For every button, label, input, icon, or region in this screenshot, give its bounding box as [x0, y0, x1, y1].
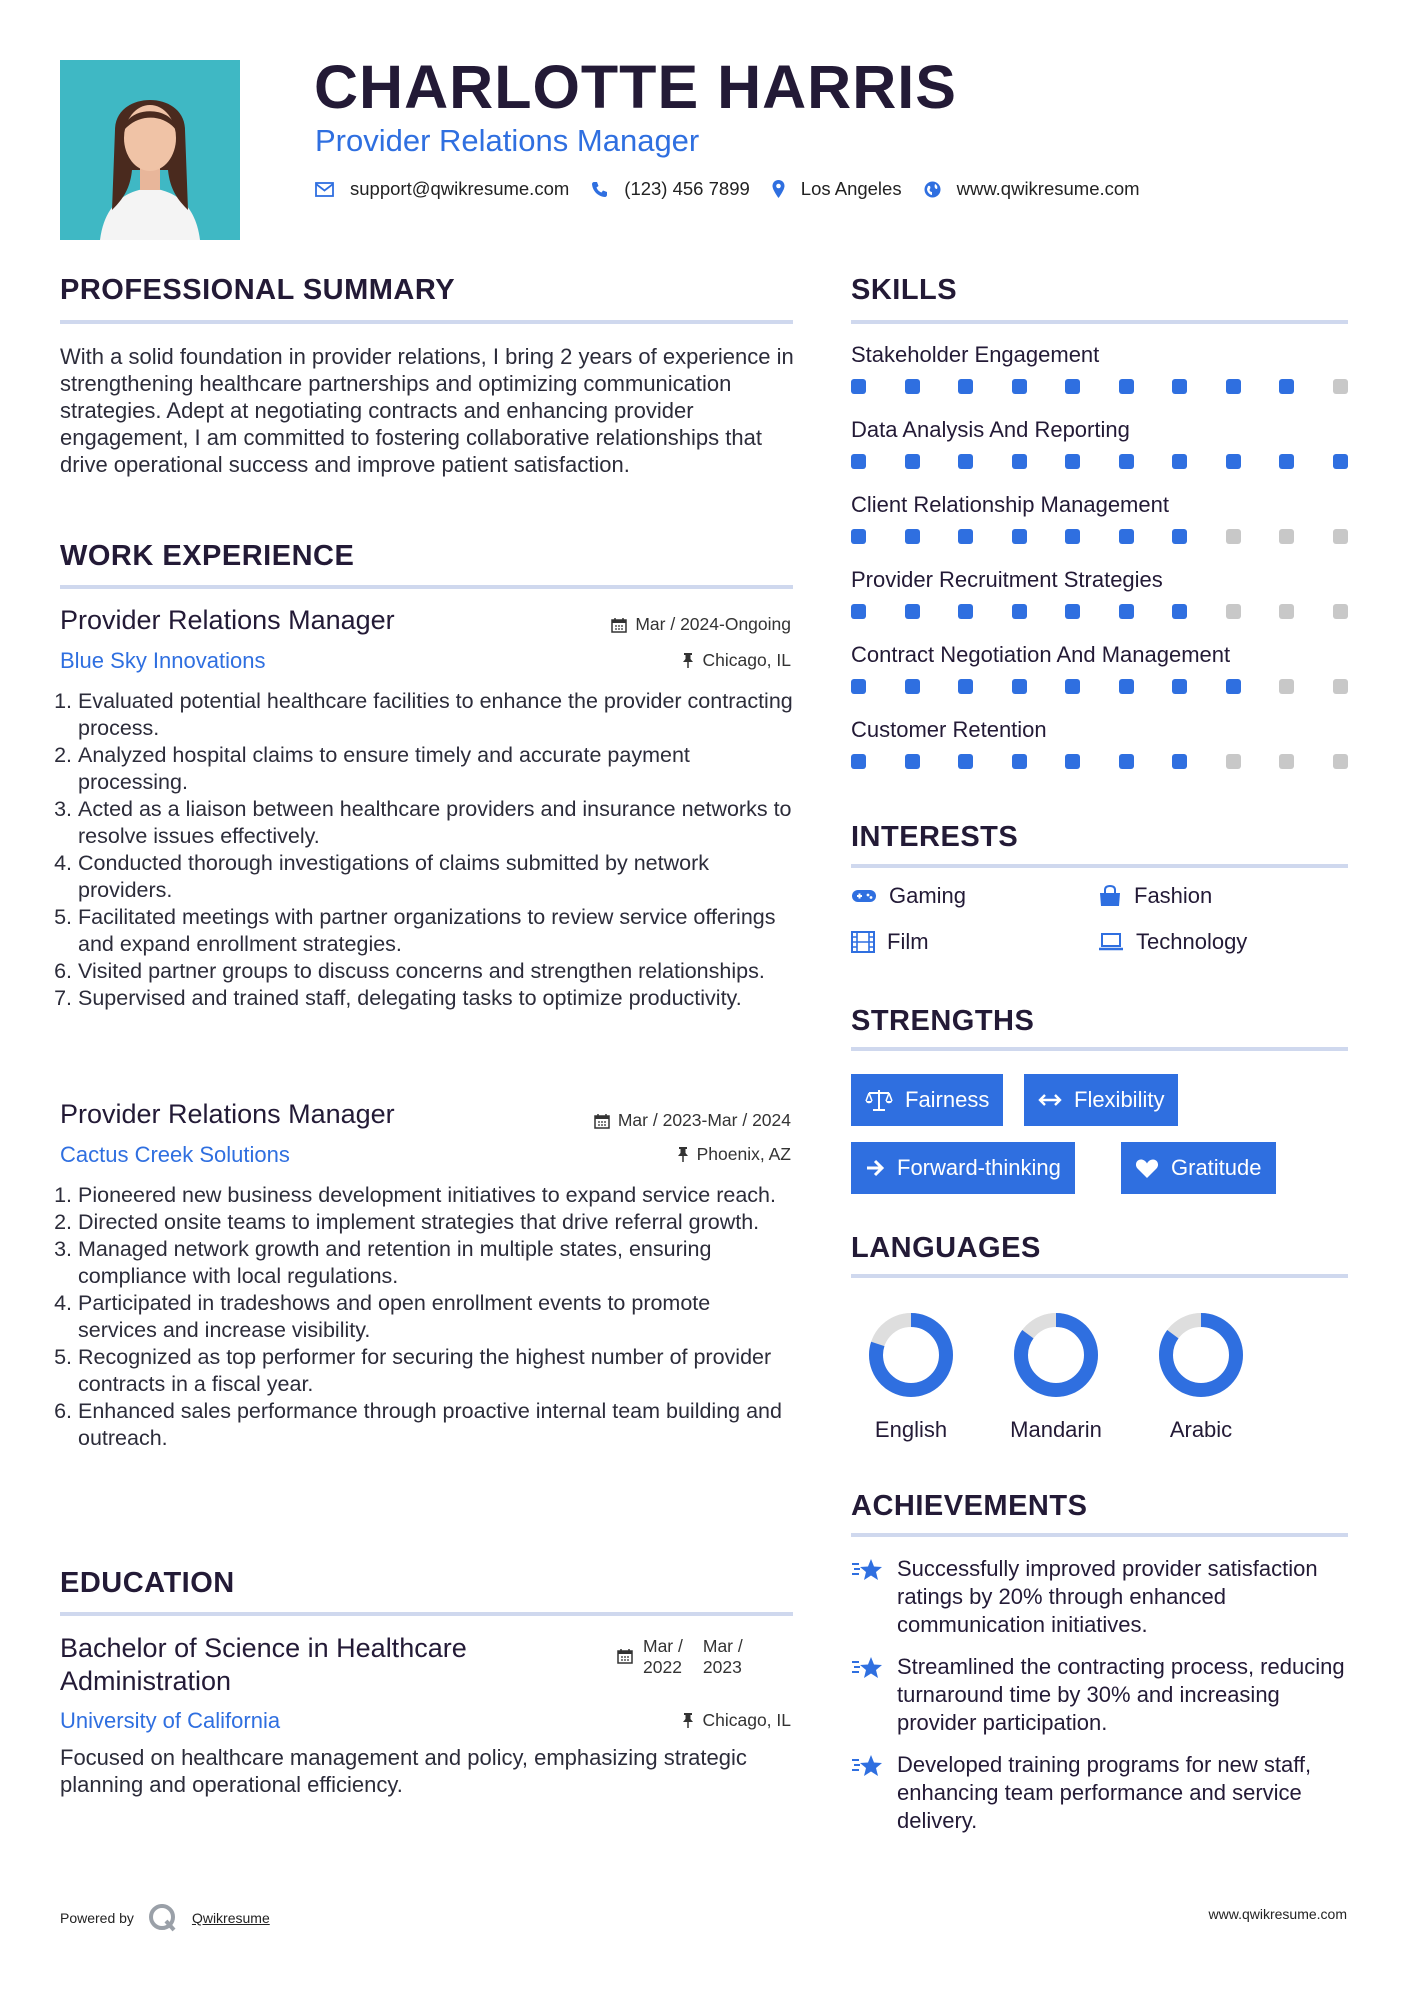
rating-dot-filled [958, 754, 973, 769]
rating-dot-filled [1065, 529, 1080, 544]
duty-item: 1. Evaluated potential healthcare facilities to enhance the provider contracting process. [78, 688, 795, 742]
email-text: support@qwikresume.com [350, 178, 570, 199]
footer-powered [60, 1903, 270, 1933]
achievement-item [851, 1653, 1351, 1737]
calendar-icon [594, 1113, 610, 1129]
skill-name: Provider Recruitment Strategies [851, 567, 1163, 592]
strengths-divider [851, 1047, 1348, 1051]
rating-dot-filled [1119, 529, 1134, 544]
interests-divider [851, 864, 1348, 868]
strength-tag-flexibility [1024, 1074, 1178, 1126]
skill-item [851, 567, 1348, 642]
heart-icon [1135, 1158, 1159, 1179]
rating-dot-filled [851, 679, 866, 694]
rating-dot-filled [1065, 454, 1080, 469]
strength-label: Forward-thinking [897, 1155, 1061, 1180]
rating-dot-filled [1172, 754, 1187, 769]
rating-dot-empty [1279, 679, 1294, 694]
arrow-right-icon [865, 1158, 885, 1178]
rating-dot-filled [905, 754, 920, 769]
skill-rating [851, 529, 1348, 544]
duty-item: 2. Analyzed hospital claims to ensure timely and accurate payment processing. [78, 742, 795, 796]
language-item [1131, 1310, 1271, 1443]
language-item [841, 1310, 981, 1443]
rating-dot-filled [1172, 679, 1187, 694]
candidate-title: Provider Relations Manager [315, 123, 700, 158]
achievements-list [851, 1555, 1348, 1849]
skill-rating [851, 604, 1348, 619]
rating-dot-filled [958, 604, 973, 619]
rating-dot-filled [1172, 529, 1187, 544]
rating-dot-empty [1279, 754, 1294, 769]
arrows-horizontal-icon [1038, 1093, 1062, 1107]
rating-dot-filled [1279, 454, 1294, 469]
skill-rating [851, 679, 1348, 694]
rating-dot-empty [1226, 754, 1241, 769]
rating-dot-filled [958, 529, 973, 544]
achievement-text: Developed training programs for new staff, enhancing team performance and service delivery. [897, 1752, 1312, 1833]
qwikresume-logo-icon [148, 1903, 178, 1933]
summary-heading: PROFESSIONAL SUMMARY [60, 274, 456, 306]
rating-dot-filled [1119, 679, 1134, 694]
job-location [677, 1144, 791, 1165]
rating-dot-filled [851, 454, 866, 469]
rating-dot-empty [1333, 529, 1348, 544]
strength-label: Gratitude [1171, 1155, 1262, 1180]
language-label: English [874, 1417, 948, 1442]
rating-dot-filled [905, 529, 920, 544]
rating-dot-filled [1012, 754, 1027, 769]
interest-label: Technology [1136, 929, 1248, 954]
contact-website[interactable] [924, 178, 1140, 200]
calendar-icon [617, 1648, 633, 1664]
education-dates [617, 1636, 743, 1678]
rating-dot-filled [905, 604, 920, 619]
skill-item [851, 642, 1348, 717]
job-location-text: Phoenix, AZ [696, 1144, 791, 1164]
rating-dot-filled [905, 454, 920, 469]
achievement-item [851, 1751, 1351, 1835]
duty-item: 4. Participated in tradeshows and open enrollment events to promote services and increase visibility. [78, 1290, 795, 1344]
start-month: Mar / [643, 1636, 683, 1656]
contact-email[interactable] [315, 178, 569, 200]
rating-dot-filled [1172, 604, 1187, 619]
skills-divider [851, 320, 1348, 324]
footer-website[interactable]: www.qwikresume.com [1208, 1906, 1347, 1922]
achievement-item [851, 1555, 1351, 1639]
star-icon [851, 1753, 885, 1779]
job-duties [60, 688, 795, 1012]
map-pin-icon [772, 180, 785, 198]
location-text: Los Angeles [800, 178, 902, 199]
duty-item: 7. Supervised and trained staff, delegating tasks to optimize productivity. [78, 985, 795, 1012]
language-item [986, 1310, 1126, 1443]
rating-dot-filled [1226, 379, 1241, 394]
rating-dot-filled [1119, 604, 1134, 619]
pushpin-icon [682, 1712, 694, 1729]
rating-dot-filled [1012, 379, 1027, 394]
achievement-text: Streamlined the contracting process, reducing turnaround time by 30% and increasing provider participation. [897, 1654, 1345, 1735]
strength-label: Flexibility [1074, 1087, 1165, 1112]
rating-dot-empty [1333, 754, 1348, 769]
envelope-icon [315, 182, 334, 197]
language-label: Mandarin [1010, 1417, 1102, 1442]
languages-list [841, 1310, 1271, 1443]
rating-dot-filled [1226, 679, 1241, 694]
skill-item [851, 342, 1348, 417]
pushpin-icon [682, 652, 694, 669]
phone-text: (123) 456 7899 [624, 178, 750, 199]
rating-dot-filled [1333, 454, 1348, 469]
shopping-bag-icon [1098, 885, 1122, 907]
profile-photo [60, 60, 240, 240]
skill-name: Contract Negotiation And Management [851, 642, 1231, 667]
rating-dot-filled [958, 679, 973, 694]
interest-film [851, 929, 929, 955]
language-label: Arabic [1169, 1417, 1233, 1442]
rating-dot-filled [1226, 454, 1241, 469]
start-year: 2022 [643, 1657, 682, 1677]
phone-icon [591, 181, 608, 198]
rating-dot-empty [1333, 679, 1348, 694]
skill-rating [851, 454, 1348, 469]
education-location-text: Chicago, IL [702, 1710, 791, 1730]
strength-tag-gratitude [1121, 1142, 1276, 1194]
powered-by-text: Powered by [60, 1910, 134, 1926]
interest-label: Film [887, 929, 929, 954]
duty-item: 4. Conducted thorough investigations of claims submitted by network providers. [78, 850, 795, 904]
duty-item: 3. Managed network growth and retention in multiple states, ensuring compliance with local regulations. [78, 1236, 795, 1290]
rating-dot-empty [1333, 379, 1348, 394]
achievements-divider [851, 1533, 1348, 1537]
rating-dot-filled [1012, 604, 1027, 619]
skill-item [851, 717, 1348, 792]
skill-rating [851, 754, 1348, 769]
star-icon [851, 1655, 885, 1681]
duty-item: 5. Recognized as top performer for securing the highest number of provider contracts in a fiscal year. [78, 1344, 795, 1398]
education-divider [60, 1612, 793, 1616]
rating-dot-filled [1172, 454, 1187, 469]
rating-dot-filled [1065, 379, 1080, 394]
rating-dot-filled [1065, 604, 1080, 619]
achievement-text: Successfully improved provider satisfaction ratings by 20% through enhanced communication initiatives. [897, 1556, 1318, 1637]
company-name[interactable]: Blue Sky Innovations [60, 648, 266, 673]
language-ring [1156, 1310, 1246, 1400]
education-description: Focused on healthcare management and policy, emphasizing strategic planning and operational efficiency. [60, 1745, 747, 1797]
interest-fashion [1098, 883, 1212, 909]
calendar-icon [611, 617, 627, 633]
contact-location [772, 178, 902, 200]
rating-dot-filled [851, 754, 866, 769]
rating-dot-filled [851, 379, 866, 394]
pushpin-icon [677, 1146, 689, 1163]
experience-divider [60, 585, 793, 589]
achievements-heading: ACHIEVEMENTS [851, 1490, 1088, 1522]
rating-dot-filled [851, 529, 866, 544]
job-date [594, 1110, 791, 1131]
rating-dot-filled [1012, 679, 1027, 694]
strength-label: Fairness [905, 1087, 990, 1112]
gamepad-icon [851, 888, 877, 904]
star-icon [851, 1557, 885, 1583]
education-start [643, 1636, 683, 1678]
rating-dot-filled [1119, 754, 1134, 769]
brand-link[interactable]: Qwikresume [191, 1910, 270, 1926]
job-date [611, 614, 791, 635]
school-name[interactable]: University of California [60, 1708, 281, 1733]
end-year: 2023 [702, 1657, 742, 1677]
languages-heading: LANGUAGES [851, 1232, 1041, 1264]
language-ring [866, 1310, 956, 1400]
skill-rating [851, 379, 1348, 394]
rating-dot-filled [1119, 454, 1134, 469]
rating-dot-filled [958, 454, 973, 469]
rating-dot-filled [851, 604, 866, 619]
skill-item [851, 417, 1348, 492]
duty-item: 3. Acted as a liaison between healthcare providers and insurance networks to resolve issues effectively. [78, 796, 795, 850]
duty-item: 6. Enhanced sales performance through proactive internal team building and outreach. [78, 1398, 795, 1452]
strength-tag-fairness [851, 1074, 1003, 1126]
film-icon [851, 931, 875, 953]
end-month: Mar / [702, 1636, 743, 1656]
interest-label: Gaming [889, 883, 967, 908]
duty-item: 6. Visited partner groups to discuss concerns and strengthen relationships. [78, 958, 795, 985]
interest-gaming [851, 883, 966, 909]
education-heading: EDUCATION [60, 1567, 235, 1599]
contact-phone[interactable] [591, 178, 750, 200]
job-date-text: Mar / 2023-Mar / 2024 [617, 1110, 791, 1130]
rating-dot-filled [905, 679, 920, 694]
company-name[interactable]: Cactus Creek Solutions [60, 1142, 290, 1167]
job-title: Provider Relations Manager [60, 605, 395, 635]
interest-label: Fashion [1134, 883, 1213, 908]
languages-divider [851, 1274, 1348, 1278]
rating-dot-filled [1065, 679, 1080, 694]
rating-dot-filled [1012, 529, 1027, 544]
skill-name: Client Relationship Management [851, 492, 1169, 517]
duty-item: 2. Directed onsite teams to implement strategies that drive referral growth. [78, 1209, 795, 1236]
rating-dot-filled [1065, 754, 1080, 769]
rating-dot-filled [1119, 379, 1134, 394]
rating-dot-filled [1012, 454, 1027, 469]
laptop-icon [1098, 932, 1124, 952]
rating-dot-empty [1333, 604, 1348, 619]
skill-name: Stakeholder Engagement [851, 342, 1100, 367]
degree-title: Bachelor of Science in Healthcare Administration [60, 1633, 467, 1696]
rating-dot-empty [1226, 529, 1241, 544]
rating-dot-empty [1279, 529, 1294, 544]
job-date-text: Mar / 2024-Ongoing [635, 614, 791, 634]
job-location-text: Chicago, IL [702, 650, 791, 670]
summary-text: With a solid foundation in provider relations, I bring 2 years of experience in strengthening healthcare partnerships and optimizing communication strategies. Adept at negotiating contracts and enhancing provider engagement, I am committed to fostering collaborative relationships that drive operational success and improve patient satisfaction. [60, 344, 794, 477]
job-location [682, 650, 791, 671]
interests-heading: INTERESTS [851, 821, 1019, 853]
education-location [682, 1710, 791, 1731]
language-ring [1011, 1310, 1101, 1400]
contact-bar [315, 178, 1162, 200]
skill-name: Data Analysis And Reporting [851, 417, 1130, 442]
candidate-name: CHARLOTTE HARRIS [314, 53, 957, 121]
duty-item: 1. Pioneered new business development initiatives to expand service reach. [78, 1182, 795, 1209]
strengths-heading: STRENGTHS [851, 1005, 1035, 1037]
balance-scale-icon [865, 1088, 893, 1112]
rating-dot-filled [1172, 379, 1187, 394]
rating-dot-empty [1226, 604, 1241, 619]
skill-item [851, 492, 1348, 567]
skills-list [851, 342, 1348, 792]
skills-heading: SKILLS [851, 274, 958, 306]
interest-technology [1098, 929, 1247, 955]
rating-dot-filled [958, 379, 973, 394]
website-text: www.qwikresume.com [956, 178, 1140, 199]
globe-icon [924, 181, 941, 198]
experience-heading: WORK EXPERIENCE [60, 540, 355, 572]
summary-divider [60, 320, 793, 324]
rating-dot-filled [1279, 379, 1294, 394]
job-title: Provider Relations Manager [60, 1099, 395, 1129]
job-duties [60, 1182, 795, 1452]
duty-item: 5. Facilitated meetings with partner organizations to review service offerings and expand enrollment strategies. [78, 904, 795, 958]
strength-tag-forward-thinking [851, 1142, 1075, 1194]
rating-dot-filled [905, 379, 920, 394]
skill-name: Customer Retention [851, 717, 1047, 742]
rating-dot-empty [1279, 604, 1294, 619]
education-end [703, 1636, 743, 1678]
